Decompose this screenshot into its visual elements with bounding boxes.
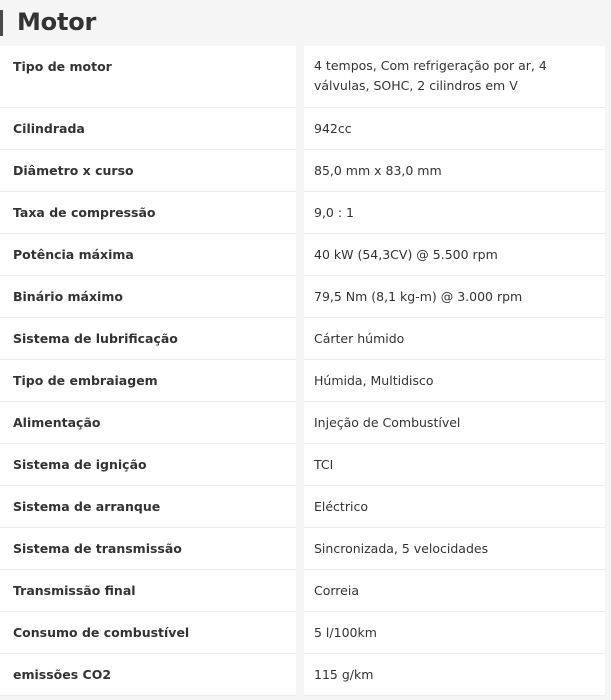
column-gap [296, 444, 304, 486]
spec-label: Binário máximo [0, 276, 296, 318]
column-gap [296, 654, 304, 696]
spec-label: Sistema de ignição [0, 444, 296, 486]
spec-value: 9,0 : 1 [304, 192, 605, 234]
spec-value: Injeção de Combustível [304, 402, 605, 444]
spec-value: 4 tempos, Com refrigeração por ar, 4 válvulas, SOHC, 2 cilindros em V [304, 46, 605, 108]
column-gap [296, 192, 304, 234]
spec-label: Alimentação [0, 402, 296, 444]
spec-row-binario-maximo [0, 276, 611, 318]
column-gap [296, 486, 304, 528]
spec-value: Sincronizada, 5 velocidades [304, 528, 605, 570]
spec-row-consumo-de-combustivel [0, 612, 611, 654]
spec-label: Tipo de motor [0, 46, 296, 108]
column-gap [296, 46, 304, 108]
spec-value: Húmida, Multidisco [304, 360, 605, 402]
spec-row-tipo-de-embraiagem [0, 360, 611, 402]
spec-label: Consumo de combustível [0, 612, 296, 654]
spec-value: 40 kW (54,3CV) @ 5.500 rpm [304, 234, 605, 276]
spec-value: Correia [304, 570, 605, 612]
column-gap [296, 612, 304, 654]
column-gap [296, 234, 304, 276]
spec-table [0, 46, 611, 696]
spec-row-tipo-de-motor [0, 46, 611, 108]
spec-value: 5 l/100km [304, 612, 605, 654]
column-gap [296, 108, 304, 150]
column-gap [296, 528, 304, 570]
spec-value: 79,5 Nm (8,1 kg-m) @ 3.000 rpm [304, 276, 605, 318]
spec-label: Taxa de compressão [0, 192, 296, 234]
spec-label: Sistema de lubrificação [0, 318, 296, 360]
spec-row-sistema-de-transmissao [0, 528, 611, 570]
spec-label: Cilindrada [0, 108, 296, 150]
spec-row-taxa-de-compressao [0, 192, 611, 234]
spec-value: 85,0 mm x 83,0 mm [304, 150, 605, 192]
column-gap [296, 570, 304, 612]
column-gap [296, 276, 304, 318]
spec-value: TCI [304, 444, 605, 486]
spec-row-potencia-maxima [0, 234, 611, 276]
right-edge-margin [607, 0, 611, 700]
column-gap [296, 318, 304, 360]
spec-row-sistema-de-lubrificacao [0, 318, 611, 360]
spec-label: Potência máxima [0, 234, 296, 276]
spec-row-alimentacao [0, 402, 611, 444]
column-gap [296, 402, 304, 444]
spec-value: 115 g/km [304, 654, 605, 696]
section-header [0, 0, 611, 44]
spec-value: 942cc [304, 108, 605, 150]
spec-label: Sistema de arranque [0, 486, 296, 528]
spec-label: emissões CO2 [0, 654, 296, 696]
column-gap [296, 360, 304, 402]
section-accent-bar [0, 10, 3, 36]
spec-row-sistema-de-ignicao [0, 444, 611, 486]
spec-value: Eléctrico [304, 486, 605, 528]
spec-label: Tipo de embraiagem [0, 360, 296, 402]
spec-row-diametro-x-curso [0, 150, 611, 192]
spec-row-cilindrada [0, 108, 611, 150]
spec-row-sistema-de-arranque [0, 486, 611, 528]
spec-value: Cárter húmido [304, 318, 605, 360]
spec-label: Sistema de transmissão [0, 528, 296, 570]
column-gap [296, 150, 304, 192]
section-title: Motor [17, 8, 97, 36]
spec-row-transmissao-final [0, 570, 611, 612]
spec-row-emissoes-co2 [0, 654, 611, 696]
spec-label: Diâmetro x curso [0, 150, 296, 192]
spec-label: Transmissão final [0, 570, 296, 612]
